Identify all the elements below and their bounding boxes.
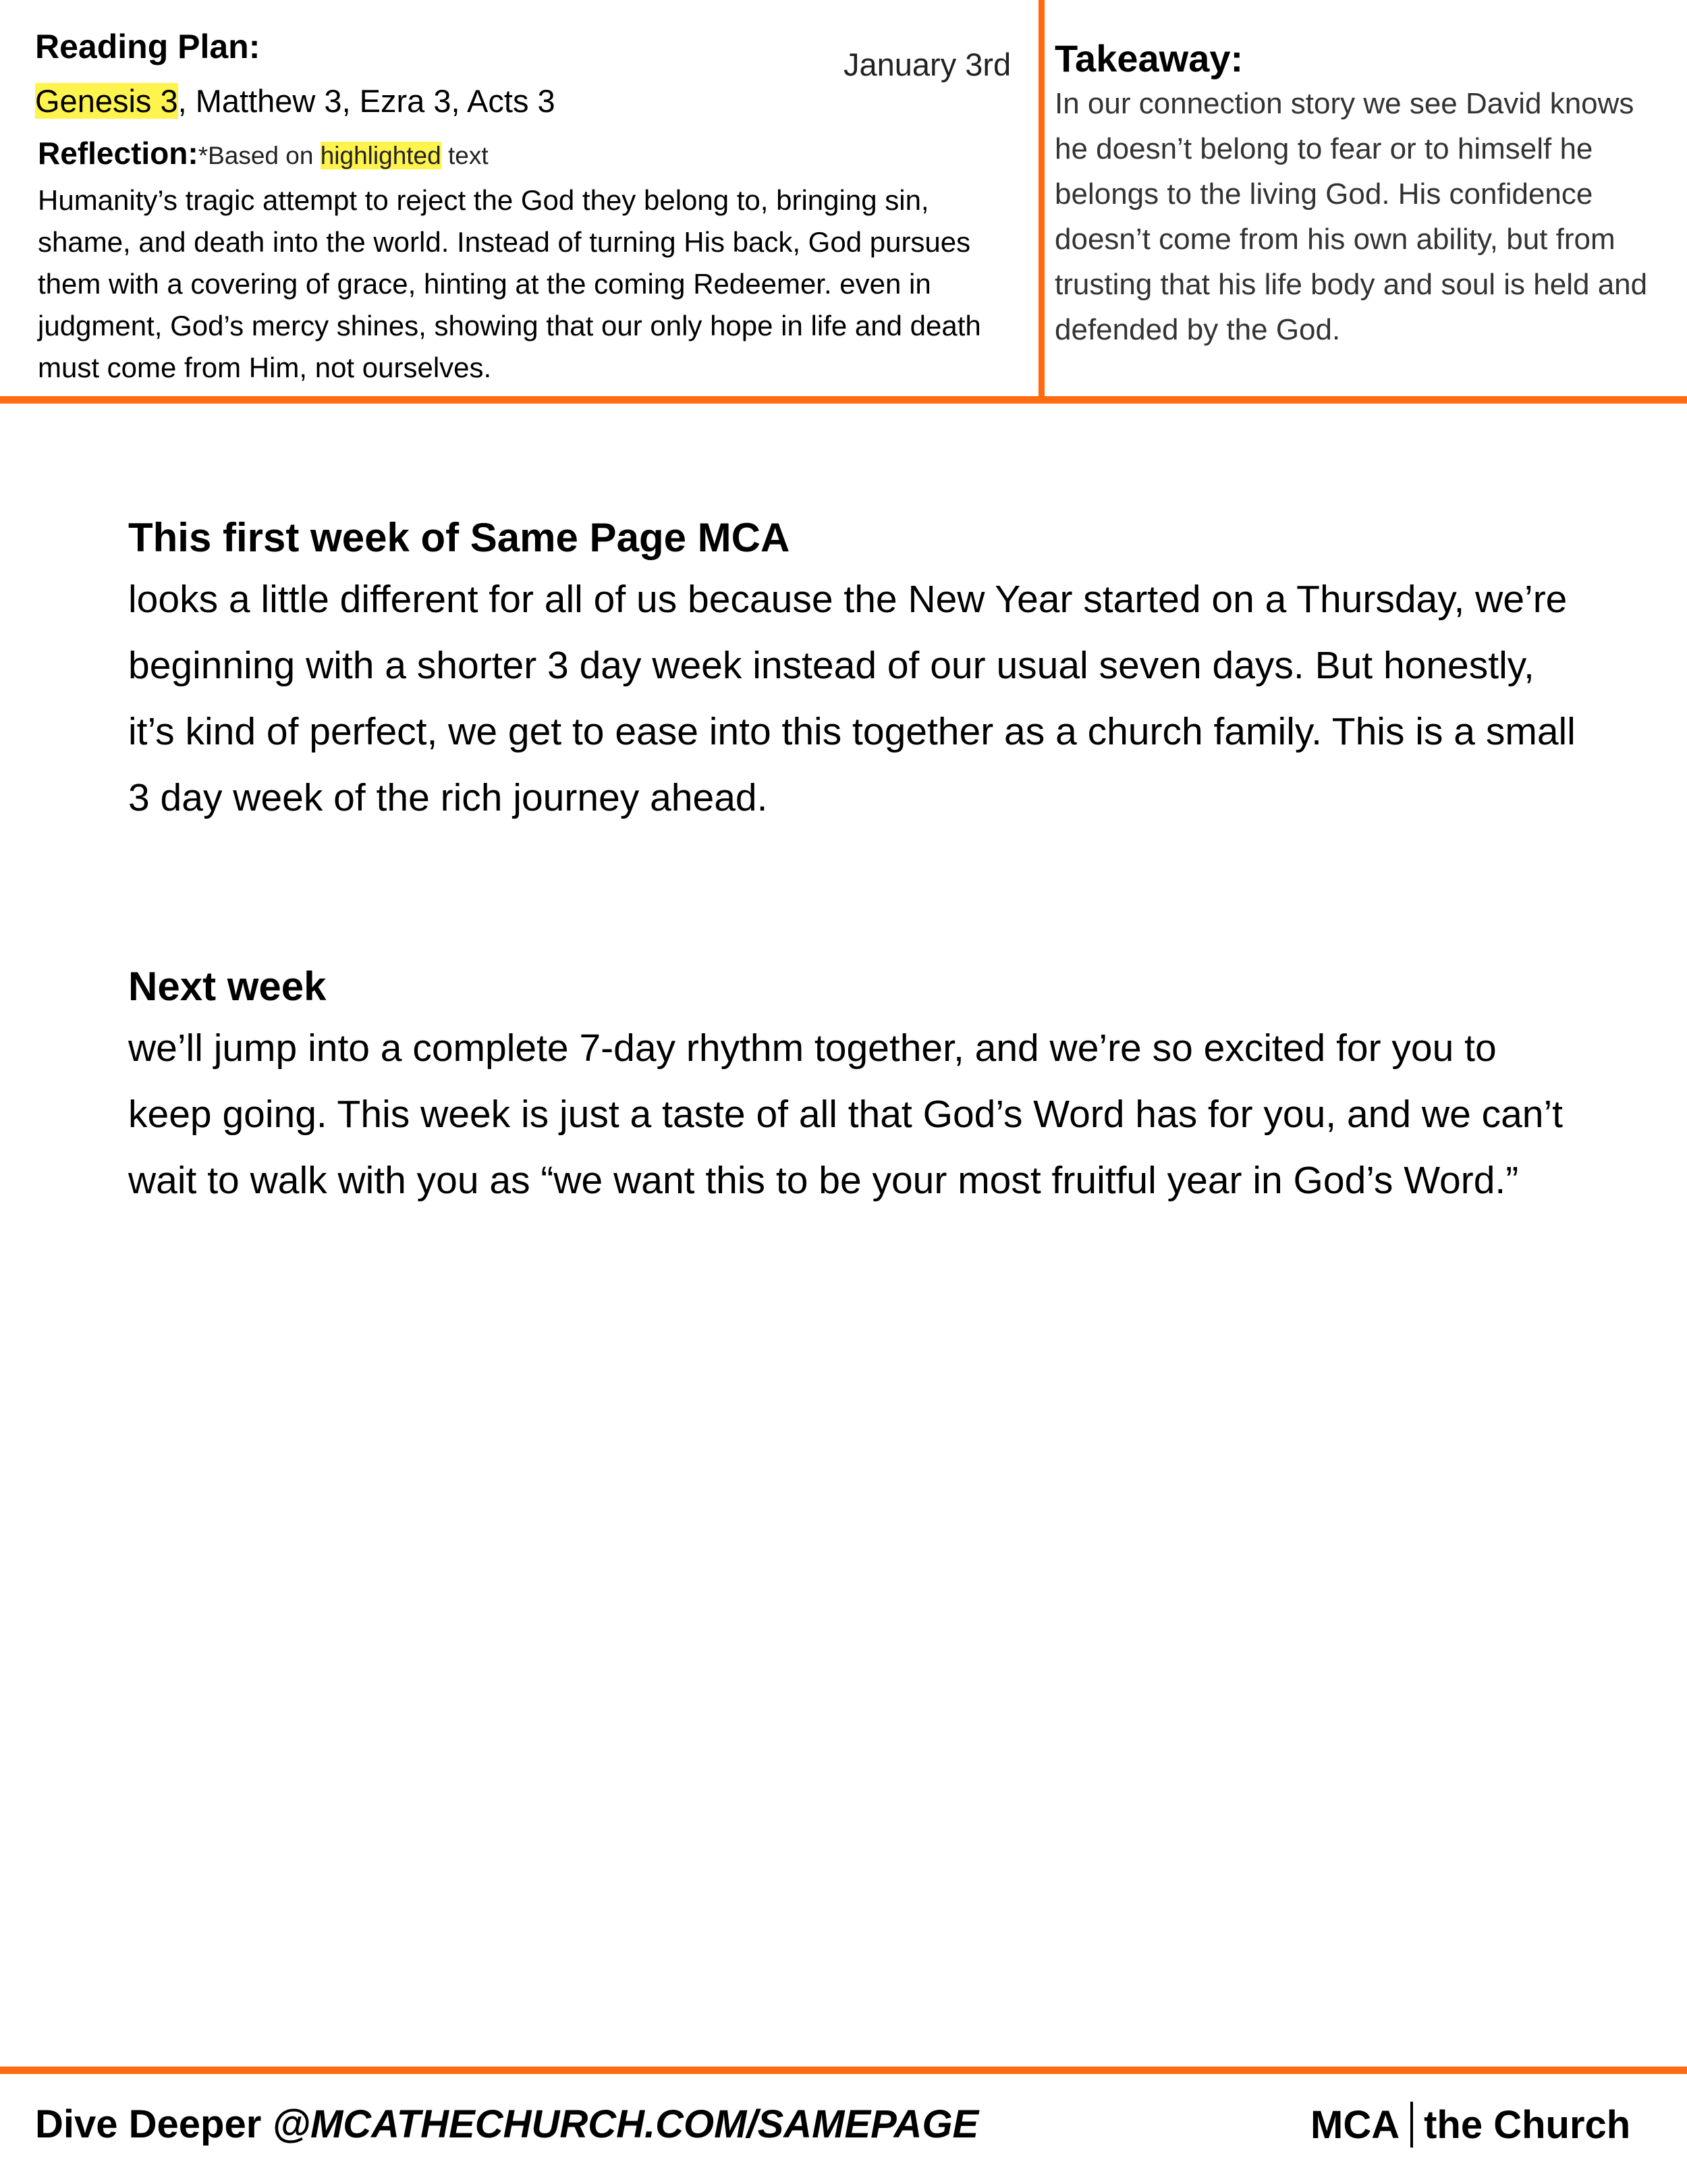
footer-divider [0, 2067, 1687, 2074]
takeaway-label: Takeaway: [1055, 37, 1244, 80]
reflection-note-pre: *Based on [198, 142, 321, 169]
footer-dive-deeper [35, 2102, 978, 2147]
brand-the-church: the Church [1424, 2102, 1631, 2147]
brand-mca: MCA [1310, 2102, 1400, 2147]
header-divider [0, 396, 1687, 404]
dive-deeper-label: Dive Deeper [35, 2102, 273, 2146]
intro-heading: This first week of Same Page MCA [128, 515, 790, 560]
vertical-divider [1039, 0, 1045, 402]
next-week-text: we’ll jump into a complete 7-day rhythm together, and we’re so excited for you to keep going. This week is just a taste of all that God’s Word has for you, and we can’t wait to walk with you as “we want this to be your most fruitful year in God’s Word.” [128, 1027, 1564, 1202]
next-week-heading: Next week [128, 964, 327, 1009]
reading-plan-label: Reading Plan: [35, 28, 260, 65]
reflection-label: Reflection: [38, 136, 198, 171]
reading-rest: , Matthew 3, Ezra 3, Acts 3 [177, 83, 555, 119]
reading-highlighted: Genesis 3 [35, 83, 178, 119]
reading-list [35, 82, 555, 119]
reflection-note [198, 142, 489, 169]
samepage-link[interactable]: @MCATHECHURCH.COM/SAMEPAGE [272, 2102, 979, 2146]
reflection-note-highlight: highlighted [320, 142, 441, 169]
intro-text: looks a little different for all of us because the New Year started on a Thursday, we’re beginning with a shorter 3 day week instead of our usual seven days. But honestly, it’s kind of perfect, we get to ease into this together as a church family. This is a small 3 day week of the rich journey ahead. [128, 578, 1576, 819]
next-week-section [128, 958, 1586, 1213]
reflection-text: Humanity’s tragic attempt to reject the God they belong to, bringing sin, shame, and death into the world. Instead of turning His back, God pursues them with a covering of grace, hinting at the coming Redeemer. even in judgment, God’s mercy shines, showing that our only hope in life and death must come from Him, not ourselves. [38, 184, 981, 383]
reflection-header [38, 135, 489, 171]
reflection-note-post: text [441, 142, 489, 169]
intro-section [128, 510, 1586, 831]
brand-separator [1410, 2102, 1413, 2148]
takeaway-text: In our connection story we see David knows he doesn’t belong to fear or to himself he belongs to the living God. His confidence doesn’t come from his own ability, but from trusting that his life body and soul is held and defended by the God. [1055, 87, 1648, 346]
brand-logo [1310, 2102, 1630, 2148]
date: January 3rd [844, 47, 1012, 82]
